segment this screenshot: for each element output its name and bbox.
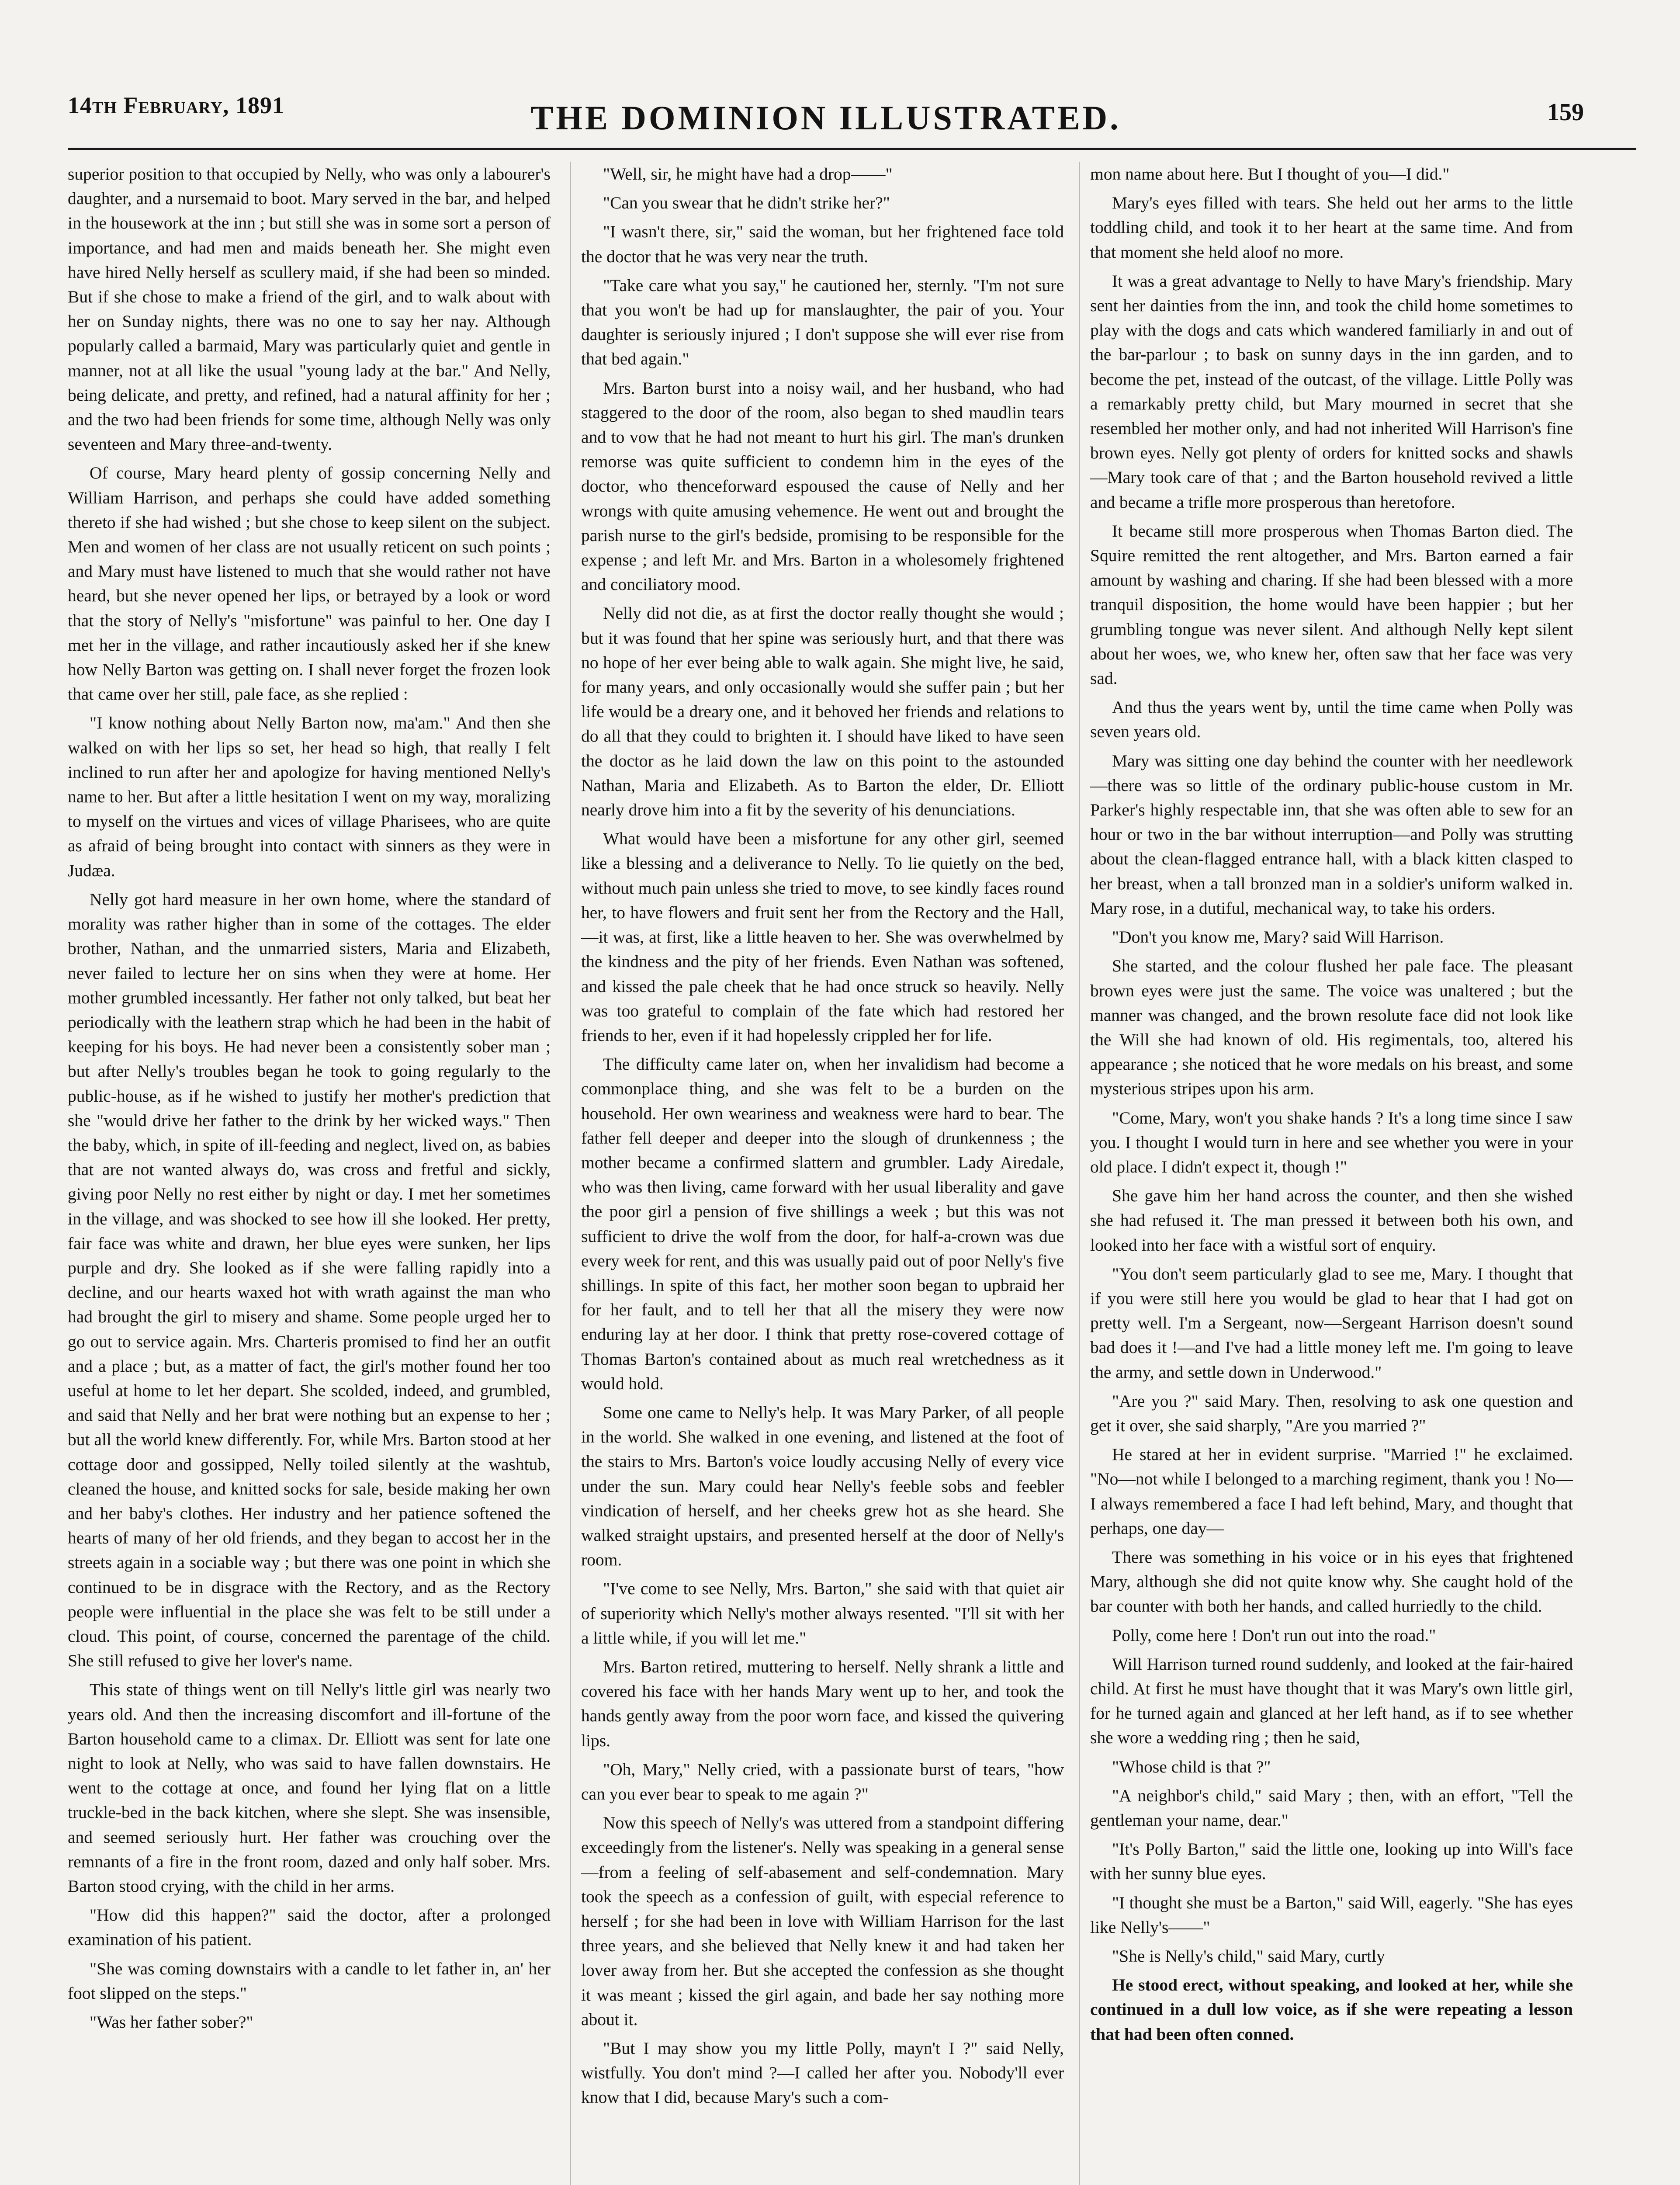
paragraph: "You don't seem particularly glad to see me, Mary. I thought that if you were still here you would be glad to hear that I had got on pretty well. I'm a Sergeant, now—Sergeant Harrison doesn't sound bad does it !—and I've had a little money left me. I'm going to leave the army, and settle down in Underwood." <box>1090 1264 1573 1382</box>
paragraph: "Don't you know me, Mary? said Will Harrison. <box>1112 927 1444 947</box>
header-rule <box>68 148 1636 150</box>
paragraph: Some one came to Nelly's help. It was Mary Parker, of all people in the world. She walked in one evening, and listened at the foot of the stairs to Mrs. Barton's voice loudly accusing Nelly of every vice under the sun. Mary could hear Nelly's feeble sobs and feebler vindication of herself, and her cheeks grew hot as she heard. She walked straight upstairs, and presented herself at the door of Nelly's room. <box>581 1402 1064 1570</box>
paragraph: Mrs. Barton retired, muttering to herself. Nelly shrank a little and covered his face with her hands Mary went up to her, and took the hands gently away from the poor worn face, and kissed the quivering lips. <box>581 1657 1064 1750</box>
paragraph: He stared at her in evident surprise. "Married !" he exclaimed. "No—not while I belonged to a marching regiment, thank you ! No—I always remembered a face I had left behind, Mary, and thought that perhaps, one day— <box>1090 1445 1573 1538</box>
paragraph: superior position to that occupied by Nelly, who was only a labourer's daughter, and a nursemaid to boot. Mary served in the bar, and helped in the housework at the inn ; but still she was in some sort a person of importance, and had men and maids beneath her. She might even have hired Nelly herself as scullery maid, if she had been so minded. But if she chose to make a friend of the girl, and to walk about with her on Sunday nights, there was no one to say her nay. Although popularly called a barmaid, Mary was particularly quiet and gentle in manner, not at all like the usual "young lady at the bar." And Nelly, being delicate, and pretty, and refined, had a natural affinity for her ; and the two had been friends for some time, although Nelly was only seventeen and Mary three-and-twenty. <box>68 164 551 454</box>
paragraph: "But I may show you my little Polly, mayn't I ?" said Nelly, wistfully. You don't mind ?—I called her after you. Nobody'll ever know that I did, because Mary's such a com- <box>581 2039 1064 2107</box>
masthead-title: THE DOMINION ILLUSTRATED. <box>530 99 1121 137</box>
paragraph: This state of things went on till Nelly's little girl was nearly two years old. And then the increasing discomfort and ill-fortune of the Barton household came to a climax. Dr. Elliott was sent for late one night to look at Nelly, who was said to have fallen downstairs. He went to the cottage at once, and found her lying flat on a little truckle-bed in the back kitchen, where she slept. She was insensible, and seemed seriously hurt. Her father was crouching over the remnants of a fire in the front room, dazed and only half sober. Mrs. Barton stood crying, with the child in her arms. <box>68 1680 551 1896</box>
paragraph: "She is Nelly's child," said Mary, curtly <box>1112 1946 1385 1966</box>
paragraph: Mary was sitting one day behind the counter with her needlework—there was so little of the ordinary public-house custom in Mr. Parker's highly respectable inn, that she was often able to sew for an hour or two in the bar without interruption—and Polly was strutting about the clean-flagged entrance hall, with a black kitten clasped to her breast, when a tall bronzed man in a soldier's uniform walked in. Mary rose, in a dutiful, mechanical way, to take his orders. <box>1090 751 1573 918</box>
paragraph: It was a great advantage to Nelly to have Mary's friendship. Mary sent her dainties from the inn, and took the child home sometimes to play with the dogs and cats which wandered familiarly in and out of the bar-parlour ; to bask on sunny days in the inn garden, and to become the pet, instead of the outcast, of the village. Little Polly was a remarkably pretty child, but Mary mourned in secret that she resembled her mother only, and had not inherited Will Harrison's fine brown eyes. Nelly got plenty of orders for knitted socks and shawls—Mary took care of that ; and the Barton household revived a little and became a trifle more prosperous than heretofore. <box>1090 271 1573 512</box>
paragraph: "Come, Mary, won't you shake hands ? It's a long time since I saw you. I thought I would turn in here and see whether you were in your old place. I didn't expect it, though !" <box>1090 1108 1573 1176</box>
issue-date: 14th February, 1891 <box>68 92 284 118</box>
paragraph: It became still more prosperous when Thomas Barton died. The Squire remitted the rent altogether, and Mrs. Barton earned a fair amount by washing and charing. If she had been blessed with a more tranquil disposition, the home would have been happier ; but her grumbling tongue was never silent. And although Nelly kept silent about her woes, we, who knew her, often saw that her face was very sad. <box>1090 521 1573 688</box>
paragraph: "Are you ?" said Mary. Then, resolving to ask one question and get it over, she said sharply, "Are you married ?" <box>1090 1391 1573 1435</box>
paragraph: "I thought she must be a Barton," said Will, eagerly. "She has eyes like Nelly's——" <box>1090 1893 1573 1937</box>
column-divider <box>570 162 571 2185</box>
page-number: 159 <box>1547 99 1584 126</box>
text-column-3 <box>1090 162 1573 2185</box>
paragraph: mon name about here. But I thought of you—I did." <box>1090 164 1450 184</box>
paragraph: "She was coming downstairs with a candle to let father in, an' her foot slipped on the steps." <box>68 1959 551 2003</box>
paragraph: She gave him her hand across the counter, and then she wished she had refused it. The man pressed it between both his own, and looked into her face with a wistful sort of enquiry. <box>1090 1186 1573 1255</box>
paragraph: "It's Polly Barton," said the little one, looking up into Will's face with her sunny blue eyes. <box>1090 1839 1573 1883</box>
paragraph: "Well, sir, he might have had a drop——" <box>603 164 893 184</box>
paragraph: "Oh, Mary," Nelly cried, with a passionate burst of tears, "how can you ever bear to speak to me again ?" <box>581 1759 1064 1803</box>
paragraph: She started, and the colour flushed her pale face. The pleasant brown eyes were just the same. The voice was unaltered ; but the manner was changed, and the brown resolute face did not look like the Will she had known of old. His regimentals, too, altered his appearance ; she noticed that he wore medals on his breast, and some mysterious stripes upon his arm. <box>1090 956 1573 1099</box>
paragraph: "Whose child is that ?" <box>1112 1757 1271 1776</box>
page-header <box>68 79 1584 144</box>
paragraph: Now this speech of Nelly's was uttered from a standpoint differing exceedingly from the listener's. Nelly was speaking in a general sense—from a feeling of self-abasement and self-condemnation. Mary took the speech as a confession of guilt, with especial reference to herself ; for she had been in love with William Harrison for the last three years, and she believed that Nelly knew it and had taken her lover away from her. But she accepted the confession as she thought it was meant ; kissed the girl again, and bade her say nothing more about it. <box>581 1813 1064 2029</box>
paragraph: Will Harrison turned round suddenly, and looked at the fair-haired child. At first he must have thought that it was Mary's own little girl, for he turned again and glanced at her left hand, as if to see whether she wore a wedding ring ; then he said, <box>1090 1654 1573 1748</box>
paragraph: Nelly got hard measure in her own home, where the standard of morality was rather higher than in some of the cottages. The elder brother, Nathan, and the unmarried sisters, Maria and Elizabeth, never failed to lecture her on sins when they were at home. Her mother grumbled incessantly. Her father not only talked, but beat her periodically with the leathern strap which he had been in the habit of keeping for his boys. He had never been a consistently sober man ; but after Nelly's troubles began he took to going regularly to the public-house, as if he wished to justify her mother's prediction that she "would drive her father to the drink by her wicked ways." Then the baby, which, in spite of ill-feeding and neglect, lived on, as babies that are not wanted always do, was cross and fretful and sickly, giving poor Nelly no rest either by night or day. I met her sometimes in the village, and was shocked to see how ill she looked. Her pretty, fair face was white and drawn, her blue eyes were sunken, her lips purple and dry. She looked as if she were falling rapidly into a decline, and our hearts waxed hot with wrath against the man who had brought the girl to misery and shame. Some people urged her to go out to service again. Mrs. Charteris promised to find her an outfit and a place ; but, as a matter of fact, the girl's mother found her too useful at home to let her depart. She scolded, indeed, and grumbled, and said that Nelly and her brat were nothing but an expense to her ; but all the world knew differently. For, while Mrs. Barton stood at her cottage door and gossipped, Nelly toiled silently at the washtub, cleaned the house, and knitted socks for sale, beside making her own and her baby's clothes. Her industry and her patience softened the hearts of many of her old friends, and they began to accost her in the streets again in a sociable way ; but there was one point in which she continued to be in disgrace with the Rectory, and as the Rectory people were influential in the place she was felt to be still under a cloud. This point, of course, concerned the parentage of the child. She still refused to give her lover's name. <box>68 889 551 1671</box>
paragraph: "How did this happen?" said the doctor, after a prolonged examination of his patient. <box>68 1905 551 1949</box>
paragraph: Nelly did not die, as at first the doctor really thought she would ; but it was found that her spine was seriously hurt, and that there was no hope of her ever being able to walk again. She might live, he said, for many years, and only occasionally would she suffer pain ; but her life would be a dreary one, and it behoved her friends and relations to do all that they could to brighten it. I should have liked to have seen the doctor as he laid down the law on this point to the astounded Nathan, Maria and Elizabeth. As to Barton the elder, Dr. Elliott nearly drove him into a fit by the severity of his denunciations. <box>581 603 1064 820</box>
paragraph: "A neighbor's child," said Mary ; then, with an effort, "Tell the gentleman your name, dear." <box>1090 1786 1573 1830</box>
paragraph: Mary's eyes filled with tears. She held out her arms to the little toddling child, and took it to her heart at the same time. And from that moment she held aloof no more. <box>1090 193 1573 262</box>
paragraph: "Can you swear that he didn't strike her?" <box>603 193 890 213</box>
paragraph: Mrs. Barton burst into a noisy wail, and her husband, who had staggered to the door of the room, also began to shed maudlin tears and to vow that he had not meant to hurt his girl. The man's drunken remorse was quite sufficient to condemn him in the eyes of the doctor, who thenceforward espoused the cause of Nelly and her wrongs with quite amusing vehemence. He went out and brought the parish nurse to the girl's bedside, promising to be responsible for the expense ; and left Mr. and Mrs. Barton in a wholesomely frightened and conciliatory mood. <box>581 378 1064 594</box>
paragraph: He stood erect, without speaking, and looked at her, while she continued in a dull low voice, as if she were repeating a lesson that had been often conned. <box>1090 1975 1573 2044</box>
text-column-2 <box>581 162 1064 2185</box>
paragraph: "I know nothing about Nelly Barton now, ma'am." And then she walked on with her lips so set, her head so high, that really I felt inclined to run after her and apologize for having mentioned Nelly's name to her. But after a little hesitation I went on my way, moralizing to myself on the virtues and vices of village Pharisees, who are quite as afraid of being brought into contact with sinners as they were in Judæa. <box>68 713 551 880</box>
paragraph: "I've come to see Nelly, Mrs. Barton," she said with that quiet air of superiority which Nelly's mother always resented. "I'll sit with her a little while, if you will let me." <box>581 1579 1064 1647</box>
column-divider <box>1079 162 1080 2185</box>
paragraph: And thus the years went by, until the time came when Polly was seven years old. <box>1090 697 1573 742</box>
paragraph: "Take care what you say," he cautioned her, sternly. "I'm not sure that you won't be had up for manslaughter, the pair of you. Your daughter is seriously injured ; I don't suppose she will ever rise from that bed again." <box>581 275 1064 369</box>
paragraph: What would have been a misfortune for any other girl, seemed like a blessing and a deliverance to Nelly. To lie quietly on the bed, without much pain unless she tried to move, to see kindly faces round her, to have flowers and fruit sent her from the Rectory and the Hall,—it was, at first, like a little heaven to her. She was overwhelmed by the kindness and the pity of her friends. Even Nathan was softened, and kissed the pale cheek that he had once struck so heavily. Nelly was too grateful to complain of the fate which had restored her friends to her, even if it had hopelessly crippled her for life. <box>581 829 1064 1045</box>
paragraph: "I wasn't there, sir," said the woman, but her frightened face told the doctor that he was very near the truth. <box>581 222 1064 266</box>
paragraph: "Was her father sober?" <box>90 2012 253 2032</box>
paragraph: The difficulty came later on, when her invalidism had become a commonplace thing, and she was felt to be a burden on the household. Her own weariness and weakness were hard to bear. The father fell deeper and deeper into the slough of drunkenness ; the mother became a confirmed slattern and grumbler. Lady Airedale, who was then living, came forward with her usual liberality and gave the poor girl a pension of five shillings a week ; but this was not sufficient to drive the wolf from the door, for half-a-crown was due every week for rent, and this was usually paid out of poor Nelly's five shillings. In spite of this fact, her mother soon began to upbraid her for her fault, and to tell her that all the misery they were now enduring lay at her door. I think that pretty rose-covered cottage of Thomas Barton's contained about as much real wretchedness as it would hold. <box>581 1054 1064 1393</box>
paragraph: There was something in his voice or in his eyes that frightened Mary, although she did not quite know why. She caught hold of the bar counter with both her hands, and called hurriedly to the child. <box>1090 1547 1573 1616</box>
text-column-1 <box>68 162 551 2185</box>
paragraph: Polly, come here ! Don't run out into the road." <box>1112 1625 1436 1645</box>
paragraph: Of course, Mary heard plenty of gossip concerning Nelly and William Harrison, and perhaps she could have added something thereto if she had wished ; but she chose to keep silent on the subject. Men and women of her class are not usually reticent on such points ; and Mary must have listened to much that she would rather not have heard, but she never opened her lips, or betrayed by a look or word that the story of Nelly's "misfortune" was painful to her. One day I met her in the village, and rather incautiously asked her if she knew how Nelly Barton was getting on. I shall never forget the frozen look that came over her still, pale face, as she replied : <box>68 463 551 704</box>
